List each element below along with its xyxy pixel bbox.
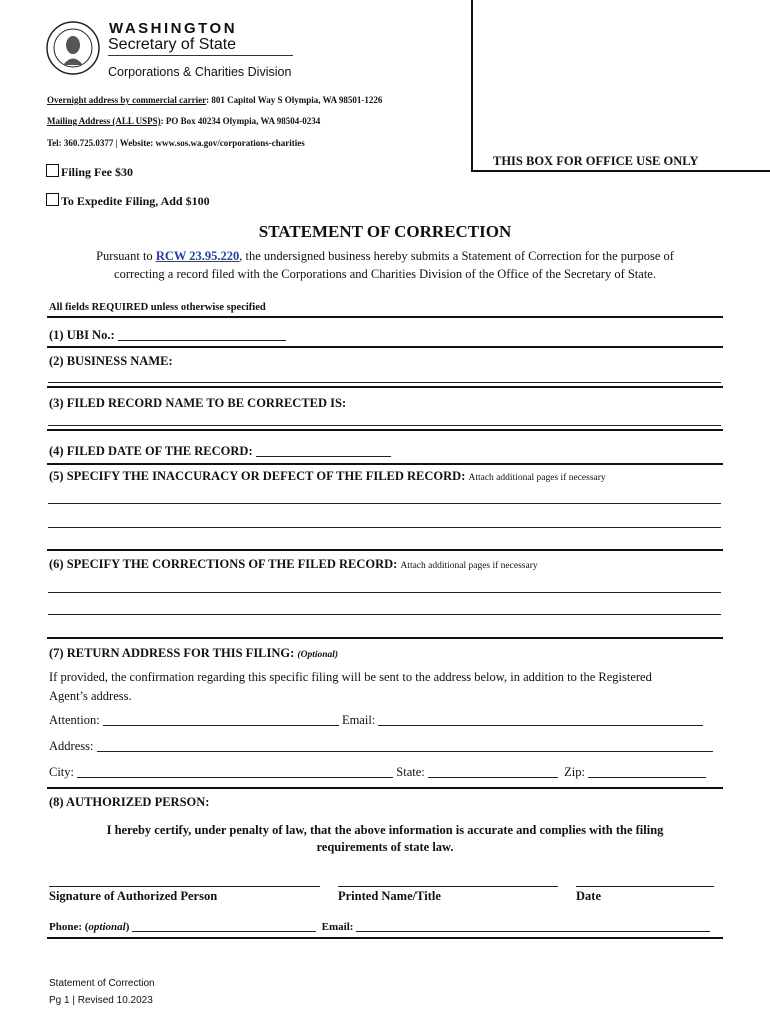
certify-line-1: I hereby certify, under penalty of law, that the above information is accurate and complies with the filing — [106, 823, 664, 837]
state-input[interactable] — [428, 765, 558, 778]
auth-email-input[interactable] — [356, 919, 710, 932]
phone-input[interactable] — [132, 919, 316, 932]
footer-page: Pg 1 | Revised 10.2023 — [49, 995, 153, 1006]
agency-subtitle: Secretary of State — [108, 36, 237, 53]
address-input[interactable] — [97, 739, 713, 752]
authorized-person-label: (8) AUTHORIZED PERSON: — [49, 795, 210, 809]
contact-line: Tel: 360.725.0377 | Website: www.sos.wa.gov/corporations-charities — [47, 138, 305, 148]
office-use-box — [471, 0, 770, 172]
expedite-checkbox[interactable] — [46, 193, 59, 206]
corrections-input-line-1[interactable] — [48, 592, 721, 593]
mailing-address: Mailing Address (ALL USPS): PO Box 40234 Olympia, WA 98504-0234 — [47, 116, 321, 126]
business-name-input[interactable] — [48, 382, 721, 383]
footer-title: Statement of Correction — [49, 978, 155, 989]
filed-date-input[interactable] — [256, 444, 391, 457]
inaccuracy-input-line-1[interactable] — [48, 503, 721, 504]
header-divider — [108, 55, 293, 56]
inaccuracy-label: (5) SPECIFY THE INACCURACY OR DEFECT OF THE FILED RECORD: Attach additional pages if necessary — [49, 469, 606, 483]
corrections-label: (6) SPECIFY THE CORRECTIONS OF THE FILED RECORD: Attach additional pages if necessary — [49, 557, 538, 571]
rcw-link[interactable]: RCW 23.95.220 — [155, 249, 240, 263]
section-rule — [47, 463, 723, 465]
address-row: Address: — [49, 739, 713, 754]
filed-record-name-label: (3) FILED RECORD NAME TO BE CORRECTED IS: — [49, 396, 347, 410]
ubi-input[interactable] — [118, 328, 286, 341]
attention-input[interactable] — [103, 713, 339, 726]
signature-input[interactable] — [49, 886, 320, 887]
overnight-address: Overnight address by commercial carrier: 801 Capitol Way S Olympia, WA 98501-1226 — [47, 95, 383, 105]
return-email-input[interactable] — [378, 713, 703, 726]
intro-line-1: Pursuant to RCW 23.95.220, the undersigned business hereby submits a Statement of Correction for the purpose of — [96, 249, 674, 263]
state-seal-logo — [45, 20, 101, 76]
return-address-text-2: Agent’s address. — [49, 689, 132, 703]
zip-input[interactable] — [588, 765, 706, 778]
section-rule — [47, 637, 723, 639]
business-name-label: (2) BUSINESS NAME: — [49, 354, 173, 368]
section-rule — [47, 429, 723, 431]
section-rule — [47, 346, 723, 348]
date-input[interactable] — [576, 886, 714, 887]
attention-row: Attention: Email: — [49, 713, 703, 728]
filed-record-name-input[interactable] — [48, 425, 721, 426]
signature-label: Signature of Authorized Person — [49, 889, 218, 903]
office-use-label: THIS BOX FOR OFFICE USE ONLY — [493, 154, 699, 168]
section-rule — [47, 549, 723, 551]
expedite-row: To Expedite Filing, Add $100 — [46, 193, 210, 209]
filing-fee-checkbox[interactable] — [46, 164, 59, 177]
required-note: All fields REQUIRED unless otherwise specified — [49, 302, 266, 313]
printed-name-label: Printed Name/Title — [338, 889, 441, 903]
section-rule — [47, 316, 723, 318]
certify-line-2: requirements of state law. — [316, 840, 454, 854]
date-label: Date — [576, 889, 601, 903]
printed-name-input[interactable] — [338, 886, 558, 887]
filed-date-row: (4) FILED DATE OF THE RECORD: — [49, 444, 391, 459]
ubi-row: (1) UBI No.: — [49, 328, 286, 343]
agency-name: WASHINGTON — [109, 20, 238, 37]
division-name: Corporations & Charities Division — [108, 65, 292, 79]
phone-email-row: Phone: (optional) Email: — [49, 919, 710, 933]
corrections-input-line-2[interactable] — [48, 614, 721, 615]
section-rule — [47, 386, 723, 388]
city-input[interactable] — [77, 765, 393, 778]
page-title: STATEMENT OF CORRECTION — [258, 222, 512, 241]
intro-line-2: correcting a record filed with the Corporations and Charities Division of the Office of the Secretary of State. — [114, 267, 656, 281]
filing-fee-row: Filing Fee $30 — [46, 164, 133, 180]
return-address-text-1: If provided, the confirmation regarding this specific filing will be sent to the address below, in addition to the Registered — [49, 670, 652, 684]
city-state-zip-row: City: State: Zip: — [49, 765, 706, 780]
section-rule — [47, 787, 723, 789]
inaccuracy-input-line-2[interactable] — [48, 527, 721, 528]
section-rule — [47, 937, 723, 939]
return-address-label: (7) RETURN ADDRESS FOR THIS FILING: (Optional) — [49, 646, 339, 660]
